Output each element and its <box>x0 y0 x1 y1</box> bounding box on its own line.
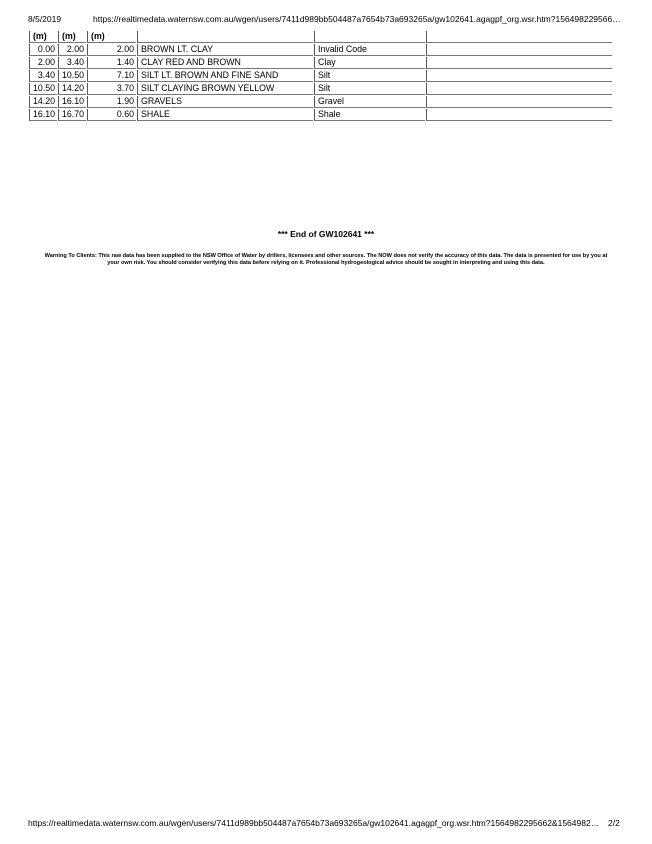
header-cell: (m) <box>87 31 136 43</box>
comments-cell <box>426 96 612 108</box>
print-date: 8/5/2019 <box>28 14 62 24</box>
header-cell <box>314 31 425 43</box>
from-depth-cell: 3.40 <box>29 70 57 82</box>
description-cell: GRAVELS <box>137 96 313 108</box>
comments-cell <box>426 70 612 82</box>
thickness-cell: 0.60 <box>87 109 136 121</box>
description-cell: CLAY RED AND BROWN <box>137 57 313 69</box>
table-row <box>29 109 612 121</box>
to-depth-cell: 16.70 <box>58 109 86 121</box>
thickness-cell: 1.40 <box>87 57 136 69</box>
print-header-url: https://realtimedata.waternsw.com.au/wgen/users/7411d989bb504487a7654b73a693265a/gw102641.agagpf_org.wsr.htm?156498229566… <box>93 14 621 24</box>
page-number: 2/2 <box>608 818 620 828</box>
header-cell: (m) <box>29 31 57 43</box>
table-row <box>29 83 612 95</box>
geo-material-cell: Clay <box>314 57 425 69</box>
header-cell <box>426 31 612 43</box>
to-depth-cell: 3.40 <box>58 57 86 69</box>
header-cell <box>137 31 313 43</box>
comments-cell <box>426 57 612 69</box>
to-depth-cell: 16.10 <box>58 96 86 108</box>
geo-material-cell: Shale <box>314 109 425 121</box>
thickness-cell: 3.70 <box>87 83 136 95</box>
description-cell: SILT CLAYING BROWN YELLOW <box>137 83 313 95</box>
warning-notice: Warning To Clients: This raw data has been supplied to the NSW Office of Water by drillers, licensees and other sources. The NOW does not verify the accuracy of this data. The data is presented for use by you at your own risk. You should consider verifying this data before relying on it. Professional hydrogeological advice should be sought in interpreting and using this data. <box>44 253 608 266</box>
geo-material-cell: Silt <box>314 70 425 82</box>
geo-material-cell: Silt <box>314 83 425 95</box>
from-depth-cell: 16.10 <box>29 109 57 121</box>
geo-material-cell: Gravel <box>314 96 425 108</box>
thickness-cell: 7.10 <box>87 70 136 82</box>
comments-cell <box>426 83 612 95</box>
from-depth-cell: 2.00 <box>29 57 57 69</box>
header-cell: (m) <box>58 31 86 43</box>
from-depth-cell: 0.00 <box>29 44 57 56</box>
comments-cell <box>426 44 612 56</box>
to-depth-cell: 10.50 <box>58 70 86 82</box>
end-of-record-text: *** End of GW102641 *** <box>277 229 375 239</box>
drillers-log-table <box>28 30 613 122</box>
description-cell: SILT LT. BROWN AND FINE SAND <box>137 70 313 82</box>
table-row <box>29 96 612 108</box>
from-depth-cell: 10.50 <box>29 83 57 95</box>
table-row <box>29 70 612 82</box>
from-depth-cell: 14.20 <box>29 96 57 108</box>
description-cell: BROWN LT. CLAY <box>137 44 313 56</box>
thickness-cell: 1.90 <box>87 96 136 108</box>
geo-material-cell: Invalid Code <box>314 44 425 56</box>
to-depth-cell: 14.20 <box>58 83 86 95</box>
thickness-cell: 2.00 <box>87 44 136 56</box>
to-depth-cell: 2.00 <box>58 44 86 56</box>
comments-cell <box>426 109 612 121</box>
table-header-row <box>29 31 612 43</box>
description-cell: SHALE <box>137 109 313 121</box>
print-footer-url: https://realtimedata.waternsw.com.au/wgen/users/7411d989bb504487a7654b73a693265a/gw102641.agagpf_org.wsr.htm?1564982295662&1564982… <box>28 818 600 828</box>
table-row <box>29 44 612 56</box>
table-row <box>29 57 612 69</box>
